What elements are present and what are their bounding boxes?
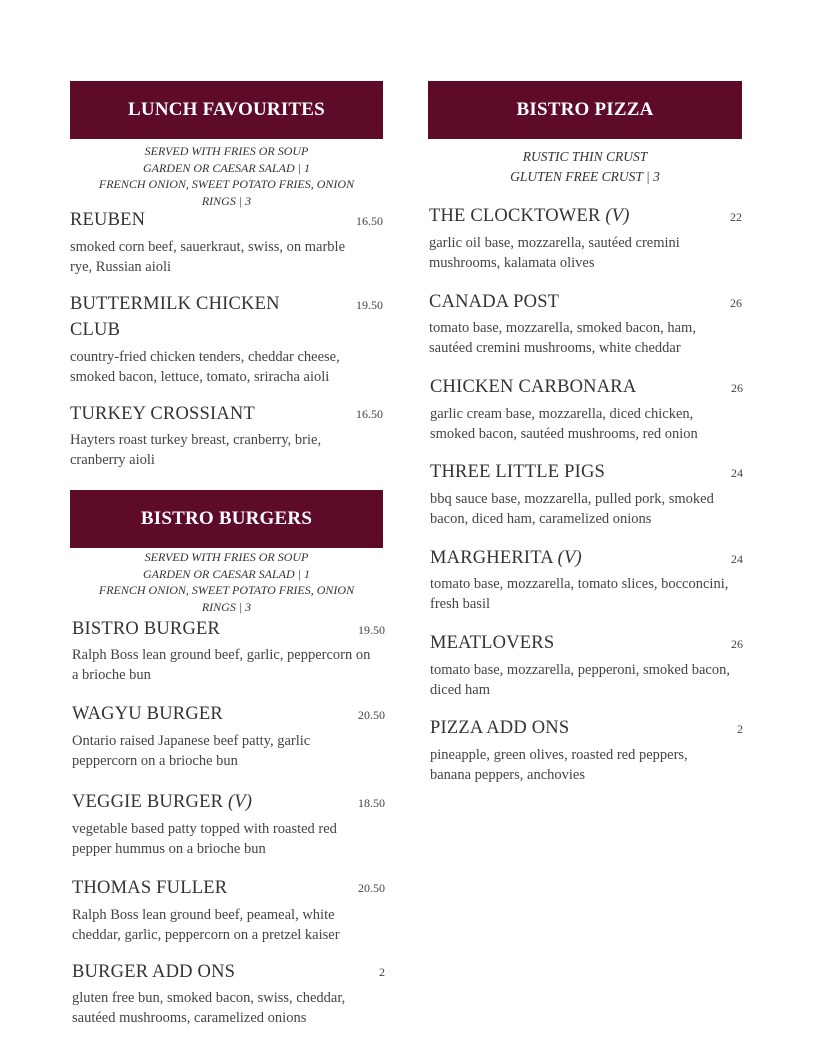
item-name-margherita [430, 545, 690, 571]
item-name-pizza-add-ons: PIZZA ADD ONS [430, 718, 570, 738]
sub-line: GARDEN OR CAESAR SALAD | 1 [143, 566, 310, 581]
vegetarian-mark: (V) [605, 206, 630, 226]
item-name-text: MARGHERITA [430, 548, 553, 568]
item-price-burger-add-ons: 2 [379, 965, 385, 979]
item-price-chicken-carbonara: 26 [731, 381, 743, 395]
item-desc-pizza-add-ons: pineapple, green olives, roasted red peppers, banana peppers, anchovies [430, 747, 688, 783]
item-name-wagyu-burger: WAGYU BURGER [72, 704, 223, 724]
item-desc-buttermilk-chicken-club: country-fried chicken tenders, cheddar cheese, smoked bacon, lettuce, tomato, sriracha aioli [70, 349, 340, 385]
item-price-bistro-burger: 19.50 [358, 623, 385, 637]
item-desc-wagyu-burger: Ontario raised Japanese beef patty, garlic peppercorn on a brioche bun [72, 733, 311, 769]
item-price-pizza-add-ons: 2 [737, 722, 743, 736]
sub-line: SERVED WITH FRIES OR SOUP [144, 144, 309, 158]
lunch-served-with [70, 143, 383, 209]
item-price-canada-post: 26 [730, 296, 742, 310]
item-name-buttermilk-chicken-club: BUTTERMILK CHICKEN CLUB [70, 294, 280, 340]
burgers-served-with [70, 549, 383, 615]
bistro-pizza-header: BISTRO PIZZA [428, 81, 742, 139]
item-name-canada-post: CANADA POST [429, 292, 560, 312]
item-name-turkey-crossiant: TURKEY CROSSIANT [70, 404, 255, 424]
item-price-wagyu-burger: 20.50 [358, 708, 385, 722]
item-name-chicken-carbonara: CHICKEN CARBONARA [430, 377, 637, 397]
item-desc-bistro-burger: Ralph Boss lean ground beef, garlic, peppercorn on a brioche bun [72, 647, 371, 683]
sub-line: GARDEN OR CAESAR SALAD | 1 [143, 160, 310, 175]
sub-line: FRENCH ONION, SWEET POTATO FRIES, ONION [98, 583, 355, 597]
item-desc-margherita: tomato base, mozzarella, tomato slices, bocconcini, fresh basil [430, 576, 729, 612]
item-name-three-little-pigs: THREE LITTLE PIGS [430, 462, 606, 482]
sub-line: RUSTIC THIN CRUST [522, 149, 648, 164]
sub-line: RINGS | 3 [201, 599, 252, 614]
item-desc-meatlovers: tomato base, mozzarella, pepperoni, smoked bacon, diced ham [430, 662, 730, 698]
item-desc-three-little-pigs: bbq sauce base, mozzarella, pulled pork, smoked bacon, diced ham, caramelized onions [430, 491, 714, 527]
item-name-thomas-fuller: THOMAS FULLER [72, 878, 228, 898]
item-name-bistro-burger: BISTRO BURGER [72, 619, 221, 639]
sub-line: FRENCH ONION, SWEET POTATO FRIES, ONION [98, 177, 355, 191]
sub-line: RINGS | 3 [201, 193, 252, 208]
item-price-reuben: 16.50 [356, 214, 383, 228]
item-name-burger-add-ons: BURGER ADD ONS [72, 962, 236, 982]
item-desc-thomas-fuller: Ralph Boss lean ground beef, peameal, white cheddar, garlic, peppercorn on a pretzel kaiser [72, 907, 340, 943]
item-desc-the-clocktower: garlic oil base, mozzarella, sautéed cremini mushrooms, kalamata olives [429, 235, 680, 271]
bistro-burgers-header: BISTRO BURGERS [70, 490, 383, 548]
item-price-the-clocktower: 22 [730, 210, 742, 224]
item-desc-veggie-burger: vegetable based patty topped with roasted red pepper hummus on a brioche bun [72, 821, 337, 857]
vegetarian-mark: (V) [227, 792, 253, 812]
item-desc-chicken-carbonara: garlic cream base, mozzarella, diced chicken, smoked bacon, sautéed mushrooms, red onion [430, 406, 698, 442]
item-desc-reuben: smoked corn beef, sauerkraut, swiss, on marble rye, Russian aioli [70, 239, 346, 275]
item-name-text: VEGGIE BURGER [72, 792, 224, 812]
sub-line: GLUTEN FREE CRUST | 3 [510, 169, 660, 184]
item-price-margherita: 24 [731, 552, 743, 566]
item-price-buttermilk-chicken-club: 19.50 [356, 298, 383, 312]
item-name-veggie-burger [72, 789, 332, 815]
item-name-reuben: REUBEN [70, 210, 146, 230]
item-name-meatlovers: MEATLOVERS [430, 633, 555, 653]
item-name-text: THE CLOCKTOWER [429, 206, 601, 226]
item-name-the-clocktower [429, 203, 689, 229]
sub-line: SERVED WITH FRIES OR SOUP [144, 550, 309, 564]
pizza-crust-options [428, 147, 742, 187]
item-price-meatlovers: 26 [731, 637, 743, 651]
item-price-thomas-fuller: 20.50 [358, 881, 385, 895]
item-price-three-little-pigs: 24 [731, 466, 743, 480]
vegetarian-mark: (V) [557, 548, 582, 568]
item-desc-turkey-crossiant: Hayters roast turkey breast, cranberry, brie, cranberry aioli [70, 432, 322, 468]
item-price-veggie-burger: 18.50 [358, 796, 385, 810]
lunch-favourites-header: LUNCH FAVOURITES [70, 81, 383, 139]
item-desc-canada-post: tomato base, mozzarella, smoked bacon, ham, sautéed cremini mushrooms, white cheddar [429, 320, 696, 356]
item-price-turkey-crossiant: 16.50 [356, 407, 383, 421]
item-desc-burger-add-ons: gluten free bun, smoked bacon, swiss, cheddar, sautéed mushrooms, caramelized onions [72, 990, 346, 1026]
